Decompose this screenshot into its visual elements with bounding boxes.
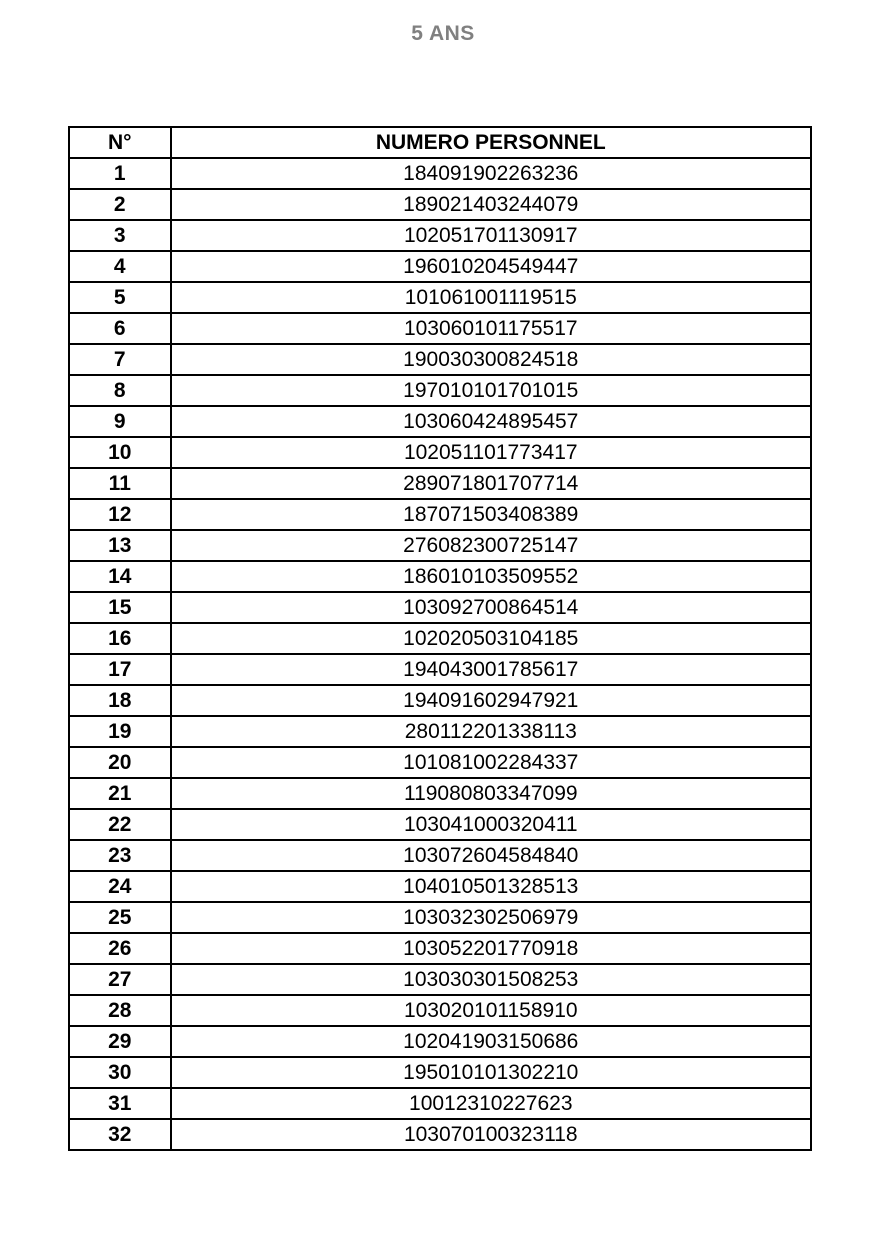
personal-number: 103052201770918 — [171, 933, 811, 964]
table-body — [69, 158, 811, 1150]
personal-number: 190030300824518 — [171, 344, 811, 375]
personal-number: 194043001785617 — [171, 654, 811, 685]
table-row — [69, 654, 811, 685]
personal-number: 103060424895457 — [171, 406, 811, 437]
personal-number: 194091602947921 — [171, 685, 811, 716]
row-number: 29 — [69, 1026, 171, 1057]
personal-number: 103020101158910 — [171, 995, 811, 1026]
row-number: 10 — [69, 437, 171, 468]
row-number: 25 — [69, 902, 171, 933]
personal-number: 103092700864514 — [171, 592, 811, 623]
table-row — [69, 1057, 811, 1088]
table-row — [69, 313, 811, 344]
personal-number: 103072604584840 — [171, 840, 811, 871]
personal-number: 101081002284337 — [171, 747, 811, 778]
row-number: 20 — [69, 747, 171, 778]
row-number: 12 — [69, 499, 171, 530]
row-number: 24 — [69, 871, 171, 902]
row-number: 14 — [69, 561, 171, 592]
table-row — [69, 468, 811, 499]
row-number: 31 — [69, 1088, 171, 1119]
personal-number: 280112201338113 — [171, 716, 811, 747]
row-number: 17 — [69, 654, 171, 685]
table-row — [69, 282, 811, 313]
row-number: 28 — [69, 995, 171, 1026]
table-row — [69, 437, 811, 468]
table-row — [69, 189, 811, 220]
personal-number: 196010204549447 — [171, 251, 811, 282]
table-row — [69, 220, 811, 251]
row-number: 4 — [69, 251, 171, 282]
row-number: 7 — [69, 344, 171, 375]
table-row — [69, 716, 811, 747]
personal-number: 103041000320411 — [171, 809, 811, 840]
personnel-table — [68, 126, 812, 1151]
table-row — [69, 499, 811, 530]
row-number: 11 — [69, 468, 171, 499]
personal-number: 186010103509552 — [171, 561, 811, 592]
table-row — [69, 1088, 811, 1119]
header-personal-number: NUMERO PERSONNEL — [171, 127, 811, 158]
row-number: 18 — [69, 685, 171, 716]
row-number: 23 — [69, 840, 171, 871]
header-number: N° — [69, 127, 171, 158]
row-number: 26 — [69, 933, 171, 964]
table-row — [69, 778, 811, 809]
table-row — [69, 685, 811, 716]
table-header-row — [69, 127, 811, 158]
table-row — [69, 251, 811, 282]
row-number: 3 — [69, 220, 171, 251]
table-row — [69, 530, 811, 561]
personal-number: 102041903150686 — [171, 1026, 811, 1057]
table-row — [69, 561, 811, 592]
table-row — [69, 1119, 811, 1150]
table-row — [69, 406, 811, 437]
table-row — [69, 840, 811, 871]
personal-number: 102020503104185 — [171, 623, 811, 654]
personal-number: 119080803347099 — [171, 778, 811, 809]
table-row — [69, 933, 811, 964]
row-number: 16 — [69, 623, 171, 654]
row-number: 2 — [69, 189, 171, 220]
row-number: 30 — [69, 1057, 171, 1088]
personal-number: 289071801707714 — [171, 468, 811, 499]
personal-number: 103060101175517 — [171, 313, 811, 344]
personal-number: 101061001119515 — [171, 282, 811, 313]
personal-number: 103030301508253 — [171, 964, 811, 995]
row-number: 9 — [69, 406, 171, 437]
table-row — [69, 964, 811, 995]
table-row — [69, 1026, 811, 1057]
personal-number: 195010101302210 — [171, 1057, 811, 1088]
row-number: 13 — [69, 530, 171, 561]
personal-number: 197010101701015 — [171, 375, 811, 406]
personal-number: 189021403244079 — [171, 189, 811, 220]
table-row — [69, 375, 811, 406]
table-row — [69, 809, 811, 840]
row-number: 1 — [69, 158, 171, 189]
row-number: 32 — [69, 1119, 171, 1150]
row-number: 8 — [69, 375, 171, 406]
personal-number: 276082300725147 — [171, 530, 811, 561]
personal-number: 104010501328513 — [171, 871, 811, 902]
table-row — [69, 158, 811, 189]
table-row — [69, 747, 811, 778]
row-number: 15 — [69, 592, 171, 623]
table-row — [69, 623, 811, 654]
row-number: 21 — [69, 778, 171, 809]
personal-number: 103032302506979 — [171, 902, 811, 933]
row-number: 6 — [69, 313, 171, 344]
personal-number: 187071503408389 — [171, 499, 811, 530]
row-number: 5 — [69, 282, 171, 313]
personal-number: 102051701130917 — [171, 220, 811, 251]
row-number: 19 — [69, 716, 171, 747]
row-number: 22 — [69, 809, 171, 840]
table-row — [69, 344, 811, 375]
personal-number: 184091902263236 — [171, 158, 811, 189]
table-row — [69, 592, 811, 623]
table-row — [69, 902, 811, 933]
personal-number: 103070100323118 — [171, 1119, 811, 1150]
personal-number: 102051101773417 — [171, 437, 811, 468]
page-title: 5 ANS — [411, 22, 475, 45]
row-number: 27 — [69, 964, 171, 995]
table-row — [69, 995, 811, 1026]
personal-number: 10012310227623 — [171, 1088, 811, 1119]
table-row — [69, 871, 811, 902]
